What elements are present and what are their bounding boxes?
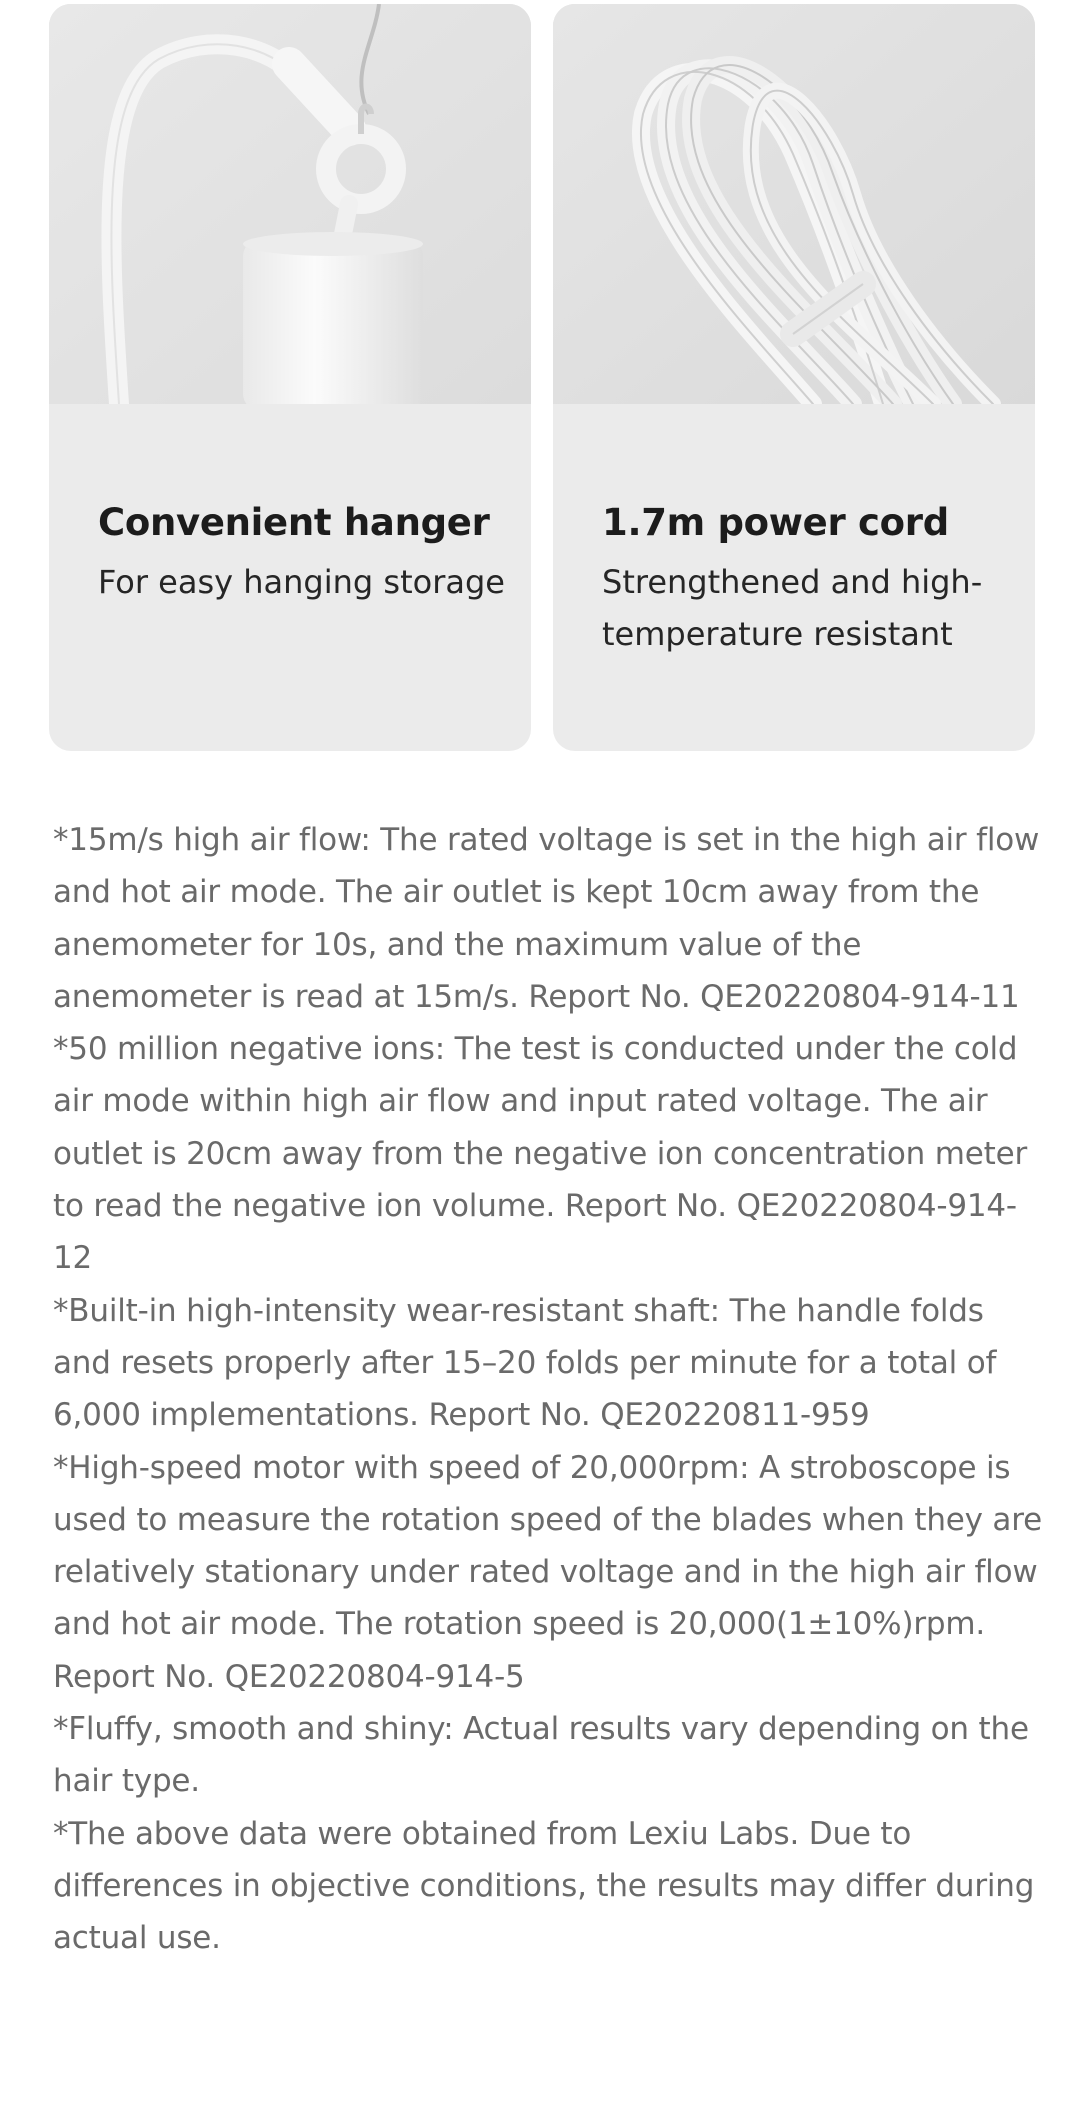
feature-cards	[0, 0, 1080, 760]
coiled-cord-image	[553, 4, 1035, 404]
hanger-hook-image	[49, 4, 531, 404]
feature-title: 1.7m power cord	[602, 501, 949, 544]
footnote-fluffy: *Fluffy, smooth and shiny: Actual results vary depending on the hair type.	[53, 1711, 1029, 1800]
feature-card-power-cord	[553, 4, 1035, 751]
footnote-shaft: *Built-in high-intensity wear-resistant shaft: The handle folds and resets properly after 15–20 folds per minute for a total of 6,000 implementations. Report No. QE20220811-959	[53, 1292, 997, 1434]
footnotes	[53, 814, 1043, 1965]
feature-subtitle: For easy hanging storage	[98, 563, 505, 601]
footnote-lab-disclaimer: *The above data were obtained from Lexiu Labs. Due to differences in objective conditions, the results may differ during actual use.	[53, 1815, 1035, 1957]
feature-subtitle: Strengthened and high-temperature resistant	[602, 563, 983, 653]
footnote-negative-ions: *50 million negative ions: The test is conducted under the cold air mode within high air flow and input rated voltage. The air outlet is 20cm away from the negative ion concentration meter to read the negative ion volume. Report No. QE20220804-914-12	[53, 1031, 1028, 1277]
footnote-motor-speed: *High-speed motor with speed of 20,000rpm: A stroboscope is used to measure the rotation speed of the blades when they are relatively stationary under rated voltage and in the high air flow and hot air mode. The rotation speed is 20,000(1±10%)rpm. Report No. QE20220804-914-5	[53, 1449, 1042, 1695]
footnote-air-flow: *15m/s high air flow: The rated voltage is set in the high air flow and hot air mode. The air outlet is kept 10cm away from the anemometer for 10s, and the maximum value of the anemometer is read at 15m/s. Report No. QE20220804-914-11	[53, 822, 1040, 1015]
feature-title: Convenient hanger	[98, 501, 490, 544]
feature-card-hanger	[49, 4, 531, 751]
